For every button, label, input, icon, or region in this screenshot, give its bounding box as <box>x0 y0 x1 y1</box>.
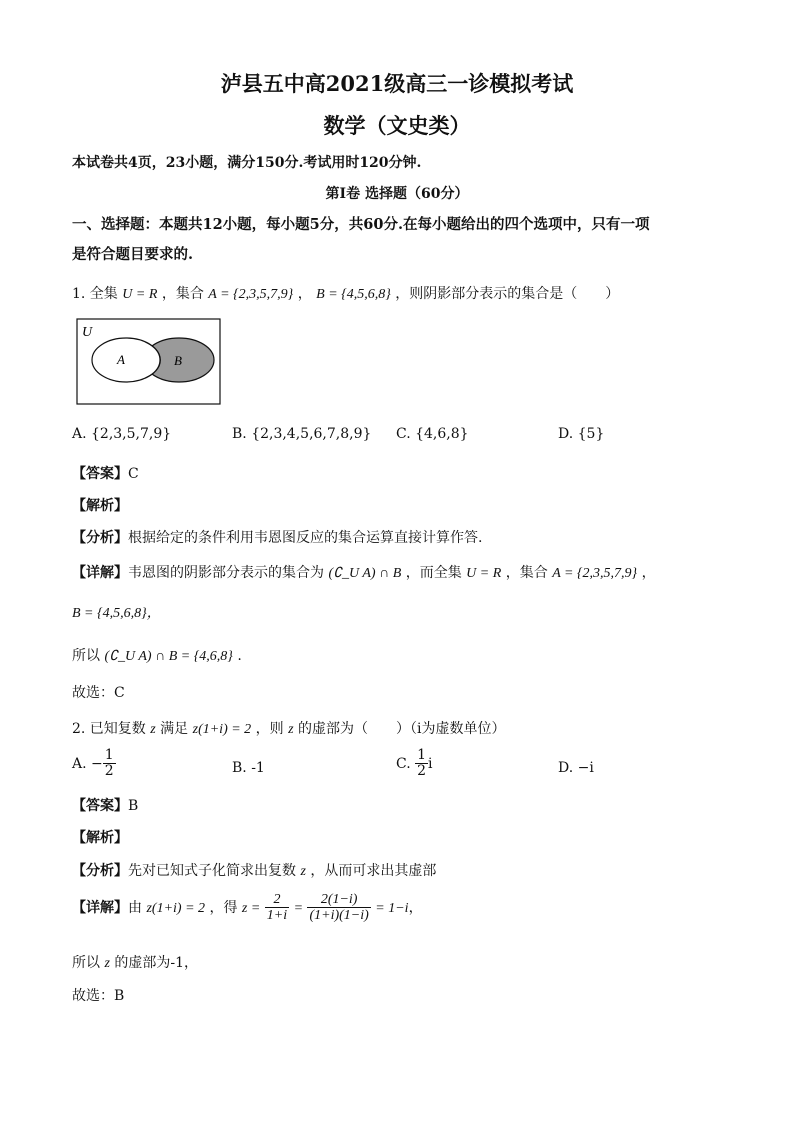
q2-option-b: B. -1 <box>232 760 265 776</box>
q1-detail-expr1: (∁_U A) ∩ B <box>328 566 402 581</box>
q2-stem-z2: z <box>288 722 294 737</box>
q2-detail-text-c: ， <box>408 899 423 916</box>
q2-detail-eq-sign: = <box>293 900 304 916</box>
q1-detail-text3a: 所以 <box>72 648 100 664</box>
q2-option-a <box>72 748 116 780</box>
q2-line2-z: z <box>104 956 110 971</box>
q1-answer-value: C <box>128 466 139 482</box>
venn-label-a: A <box>117 352 125 367</box>
q1-option-b: B. {2,3,4,5,6,7,8,9} <box>232 426 372 442</box>
q2-detail-text-b: ，得 <box>209 899 238 916</box>
q2-stem-mid1: 满足 <box>160 721 189 737</box>
q1-detail-text1b: ，而全集 <box>405 565 462 581</box>
q2-detail-equation: z(1+i) = 2 <box>146 900 206 916</box>
q1-fenxi-tag: 【分析】 <box>72 530 128 546</box>
q2-answer <box>72 795 138 815</box>
q2-answer-value: B <box>128 798 139 814</box>
exam-intro: 本试卷共4页，23小题，满分150分.考试用时120分钟. <box>72 155 422 171</box>
q1-fenxi <box>72 527 482 547</box>
q2-detail-line2 <box>72 952 198 972</box>
q1-answer <box>72 463 139 483</box>
q1-stem-suffix: ，则阴影部分表示的集合是（ ） <box>395 286 620 302</box>
q2-fenxi-text-b: ，从而可求出其虚部 <box>310 863 437 879</box>
q2-option-a-sign: − <box>91 755 103 772</box>
q2-detail-text-a: 由 <box>128 899 142 916</box>
q1-detail-line3 <box>72 645 242 665</box>
page-title: 泸县五中高2021级高三一诊模拟考试 <box>220 71 574 96</box>
q2-option-a-den: 2 <box>104 763 114 780</box>
q2-option-c-fraction <box>415 748 428 780</box>
section-heading-line1: 一、选择题：本题共12小题，每小题5分，共60分.在每小题给出的四个选项中，只有一项 <box>72 216 650 233</box>
q2-detail-line1 <box>72 892 423 924</box>
q1-stem-mid2: ， <box>297 286 312 302</box>
q2-answer-tag: 【答案】 <box>72 798 128 814</box>
q2-option-a-fraction <box>103 748 116 780</box>
q2-fenxi-tag: 【分析】 <box>72 863 128 879</box>
q2-fenxi-text-a: 先对已知式子化简求出复数 <box>128 863 296 879</box>
q1-stem <box>72 283 619 303</box>
q1-detail-text1a: 韦恩图的阴影部分表示的集合为 <box>128 565 324 581</box>
q2-option-c-den: 2 <box>417 763 427 780</box>
q2-fenxi-z: z <box>300 864 306 879</box>
q1-fenxi-text: 根据给定的条件利用韦恩图反应的集合运算直接计算作答. <box>128 530 483 546</box>
q2-stem-suffix: 的虚部为（ ）（i为虚数单位） <box>298 721 506 737</box>
part-heading: 第I卷 选择题（60分） <box>325 186 469 202</box>
q1-stem-set-b: B = {4,5,6,8} <box>316 287 391 302</box>
q2-detail-tag: 【详解】 <box>72 899 128 916</box>
q1-detail-line2: B = {4,5,6,8}， <box>72 606 161 621</box>
q2-detail-frac1-den: 1+i <box>266 908 288 924</box>
venn-label-b: B <box>174 353 182 368</box>
venn-label-u: U <box>82 325 93 340</box>
q2-fenxi <box>72 860 436 880</box>
q1-stem-mid1: ，集合 <box>161 286 204 302</box>
q1-detail-set-a: A = {2,3,5,7,9} <box>552 566 638 581</box>
q2-option-c-label: C. <box>396 755 411 772</box>
q2-option-c-tail: i <box>428 755 433 772</box>
q2-detail-frac1-num: 2 <box>265 892 289 908</box>
q1-option-d: D. {5} <box>558 426 605 442</box>
q2-line2-text-a: 所以 <box>72 955 100 971</box>
q2-detail-result: = 1−i <box>375 900 409 916</box>
q2-analysis-tag: 【解析】 <box>72 830 128 846</box>
q1-choose: 故选：C <box>72 685 125 701</box>
q1-detail-tag: 【详解】 <box>72 565 128 581</box>
q2-stem <box>72 718 505 738</box>
q1-answer-tag: 【答案】 <box>72 466 128 482</box>
q2-detail-fraction1 <box>265 892 289 924</box>
q1-analysis-tag: 【解析】 <box>72 498 128 514</box>
q2-stem-prefix: 2. 已知复数 <box>72 721 146 737</box>
q2-detail-fraction2 <box>307 892 370 924</box>
q2-detail-frac2-num: 2(1−i) <box>307 892 370 908</box>
q1-stem-universal: U = R <box>122 287 158 302</box>
q2-option-a-num: 1 <box>104 747 114 763</box>
q1-option-a: A. {2,3,5,7,9} <box>72 426 172 442</box>
q1-option-c: C. {4,6,8} <box>396 426 469 442</box>
q2-option-c-num: 1 <box>417 747 427 763</box>
q2-detail-z: z = <box>241 900 261 916</box>
q1-detail-text3b: . <box>237 648 242 664</box>
q1-detail-text1d: ， <box>641 565 656 581</box>
q2-choose: 故选：B <box>72 988 125 1004</box>
q2-detail-frac2-den: (1+i)(1−i) <box>309 908 369 924</box>
q1-detail-line1 <box>72 562 656 582</box>
q2-option-a-label: A. <box>72 755 87 772</box>
section-heading-line2: 是符合题目要求的. <box>72 246 194 263</box>
q2-stem-mid2: ，则 <box>255 721 284 737</box>
q1-detail-universal: U = R <box>466 566 502 581</box>
q2-line2-text-b: 的虚部为-1， <box>114 955 198 971</box>
q1-detail-text1c: ，集合 <box>505 565 548 581</box>
q1-stem-set-a: A = {2,3,5,7,9} <box>208 287 294 302</box>
q1-stem-prefix: 1. 全集 <box>72 286 118 302</box>
page-subtitle: 数学（文史类） <box>323 113 471 138</box>
q1-detail-expr3: (∁_U A) ∩ B = {4,6,8} <box>104 649 233 664</box>
q2-option-d: D. −i <box>558 760 594 776</box>
venn-diagram <box>76 318 222 406</box>
q2-option-c <box>396 748 433 780</box>
q2-stem-equation: z(1+i) = 2 <box>192 722 252 737</box>
q2-stem-z: z <box>150 722 156 737</box>
